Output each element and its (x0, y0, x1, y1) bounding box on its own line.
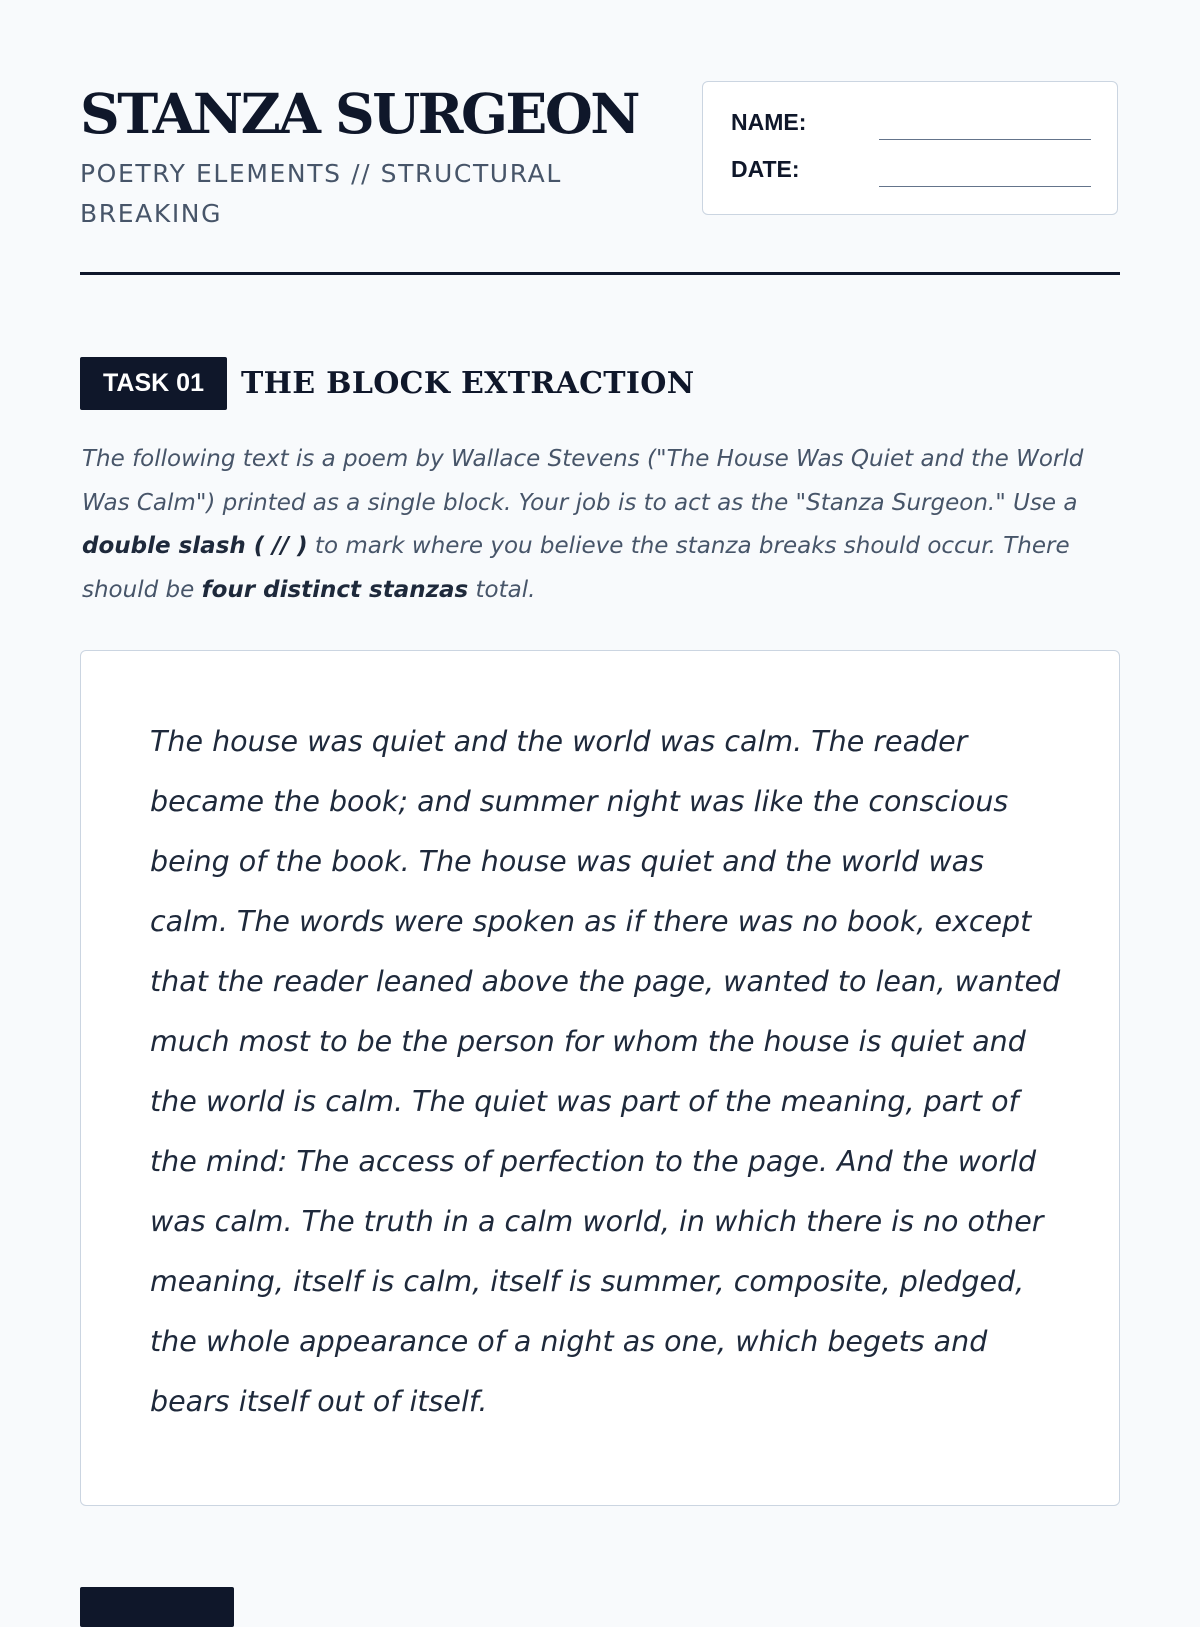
page-subtitle: POETRY ELEMENTS // STRUCTURAL BREAKING (80, 159, 562, 228)
name-label: NAME: (731, 109, 807, 135)
date-label: DATE: (731, 156, 800, 182)
date-field[interactable] (879, 186, 1091, 187)
task-title: THE BLOCK EXTRACTION (241, 366, 695, 401)
task-instructions (82, 438, 1130, 612)
instructions-text-3: total. (468, 576, 536, 603)
page-title: STANZA SURGEON (80, 81, 639, 146)
instructions-bold-1: double slash ( // ) (82, 533, 308, 559)
header-divider (80, 272, 1120, 275)
instructions-text-1: The following text is a poem by Wallace Stevens ("The House Was Quiet and the World Was Calm") printed as a single block. Your job is to act as the "Stanza Surgeon." Use a (82, 446, 1084, 516)
poem-box (80, 650, 1120, 1506)
student-info-box (702, 81, 1118, 215)
task-badge: TASK 01 (80, 357, 227, 410)
instructions-text-2: to mark where you believe the stanza breaks should occur. There should be (82, 533, 1070, 603)
poem-text[interactable]: The house was quiet and the world was calm. The reader became the book; and summer night was like the conscious being of the book. The house was quiet and the world was calm. The words were spoken as if there was no book, except that the reader leaned above the page, wanted to lean, wanted much most to be the person for whom the house is quiet and the world is calm. The quiet was part of the meaning, part of the mind: The access of perfection to the page. And the world was calm. The truth in a calm world, in which there is no other meaning, itself is calm, itself is summer, composite, pledged, the whole appearance of a night as one, which begets and bears itself out of itself. (150, 725, 1061, 1418)
instructions-bold-2: four distinct stanzas (201, 576, 469, 603)
next-task-badge (80, 1587, 234, 1627)
name-field[interactable] (879, 139, 1091, 140)
